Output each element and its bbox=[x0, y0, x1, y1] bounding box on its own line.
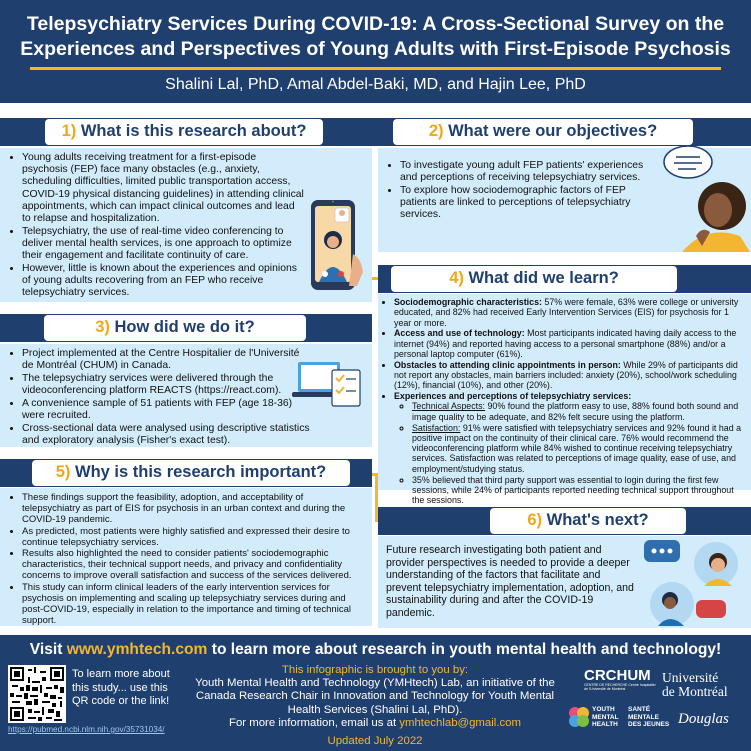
udem-logo-line2: de Montréal bbox=[662, 684, 728, 699]
woman-thinking-illustration bbox=[660, 132, 750, 252]
section-4-sub-satisfaction bbox=[412, 423, 745, 474]
smj-logo-text: SANTÉ MENTALE DES JEUNES bbox=[628, 706, 670, 728]
section-2-pill bbox=[393, 119, 693, 145]
poster-title bbox=[10, 12, 741, 62]
ymh-logo bbox=[568, 702, 668, 736]
section-1-number: 1) bbox=[61, 122, 77, 140]
qr-code[interactable] bbox=[8, 665, 66, 723]
laptop-checklist-illustration bbox=[292, 356, 362, 410]
section-4-number: 4) bbox=[449, 269, 464, 287]
section-4-sub2-label: Satisfaction: bbox=[412, 422, 461, 433]
section-3-bullet-2: • The telepsychiatry services were delivered through the videoconferencing platform REACTS (https://react.com). bbox=[22, 373, 300, 397]
credit-intro: This infographic is brought to you by: bbox=[281, 664, 469, 676]
authors: Shalini Lal, PhD, Amal Abdel-Baki, MD, and Hajin Lee, PhD bbox=[165, 76, 586, 93]
section-3-bullet-3: • A convenience sample of 51 patients with FEP (age 18-36) were recruited. bbox=[22, 398, 300, 422]
people-discussion-illustration bbox=[638, 534, 748, 628]
credit-block bbox=[180, 664, 570, 748]
section-1-bullet-1: • Young adults receiving treatment for a first-episode psychosis (FEP) face many obstacles (e.g., anxiety, scheduling difficulties, limited public transportation access, COVID-19 physical distancing guidelines) in attending clinical appointments, which can impact clinical outcomes and lead to relapse and hospitalization. bbox=[22, 152, 304, 225]
credit-contact bbox=[180, 717, 570, 730]
section-4-title: What did we learn? bbox=[468, 269, 619, 287]
section-4-b4-label: Experiences and perceptions of telepsychiatry services: bbox=[394, 391, 632, 402]
section-1-bullet-2: • Telepsychiatry, the use of real-time video conferencing to deliver mental health services, is one approach to optimize their engagement and facilitate continuity of care. bbox=[22, 226, 307, 263]
section-4-bullet-technology bbox=[394, 328, 745, 359]
section-3-bullet-1: • Project implemented at the Centre Hospitalier de l'Université de Montréal (CHUM) in Canada. bbox=[22, 348, 300, 372]
section-4-sublist bbox=[394, 401, 745, 505]
crchum-logo-sub: CENTRE DE RECHERCHE Centre hospitalier de l'Université de Montréal bbox=[584, 683, 656, 691]
section-4-b2-label: Access and use of technology: bbox=[394, 328, 525, 339]
visit-suffix: to learn more about research in youth mental health and technology! bbox=[207, 641, 722, 658]
section-4-box bbox=[378, 294, 751, 506]
visit-prefix: Visit bbox=[29, 641, 67, 658]
section-4-bullet-sociodemographic bbox=[394, 297, 745, 328]
section-1-bullet-3: • However, little is known about the experiences and opinions of young adults recovering from an FEP who receive telepsychiatry services. bbox=[22, 263, 307, 300]
visit-url-link[interactable]: www.ymhtech.com bbox=[66, 641, 208, 658]
section-2-bullet-1: • To investigate young adult FEP patients' experiences and perceptions of receiving telepsychiatry services. bbox=[400, 160, 661, 184]
section-6-title: What's next? bbox=[546, 511, 649, 529]
section-4-b3-text: While 29% of participants did not report any obstacles, main barriers included: anxiety (20%), school/work scheduling (12%), financial (10%), and other (20%). bbox=[394, 359, 738, 391]
section-4-list bbox=[382, 297, 745, 505]
section-4-sub1-label: Technical Aspects: bbox=[412, 401, 486, 412]
section-6-number: 6) bbox=[527, 511, 543, 529]
section-4-pill bbox=[391, 266, 677, 292]
title-underline bbox=[30, 67, 721, 70]
section-1-title: What is this research about? bbox=[80, 122, 307, 140]
section-5-title: Why is this research important? bbox=[75, 463, 327, 481]
section-3-number: 3) bbox=[95, 318, 110, 336]
phone-video-call-illustration bbox=[305, 198, 367, 294]
credit-contact-prefix: For more information, email us at bbox=[228, 716, 400, 729]
updated-date: Updated July 2022 bbox=[327, 735, 423, 748]
crchum-logo bbox=[584, 668, 656, 698]
section-5-box bbox=[0, 488, 372, 626]
section-4-b1-text: 57% were female, 63% were college or university educated, and 82% had received Early Intervention Services (EIS) for psychosis for 1 year or more. bbox=[394, 297, 739, 328]
crchum-logo-text: CRCHUM bbox=[584, 667, 651, 684]
section-6-text: Future research investigating both patient and provider perspectives is needed to provide a deeper understanding of the factors that facilitate and prevent telepsychiatry implementation, adoption, and sustainability during and after the COVID-19 pandemic. bbox=[386, 544, 634, 619]
section-6-pill bbox=[490, 508, 686, 534]
section-5-bullet-4: • This study can inform clinical leaders of the early intervention services for psychosis on implementing and scaling up telepsychiatry services during and post-COVID-19, especially in relation to the importance and timing of technical support. bbox=[22, 582, 364, 626]
title-line-1: Telepsychiatry Services During COVID-19: A Cross-Sectional Survey on the bbox=[26, 13, 725, 35]
section-2-list bbox=[386, 160, 661, 222]
section-4-b3-label: Obstacles to attending clinic appointments in person: bbox=[394, 359, 621, 370]
section-3-title: How did we do it? bbox=[114, 318, 255, 336]
section-2-title: What were our objectives? bbox=[448, 122, 658, 140]
credit-email-link[interactable]: ymhtechlab@gmail.com bbox=[399, 716, 521, 729]
udem-logo-line1: Université bbox=[662, 670, 719, 685]
title-line-2: Experiences and Perspectives of Young Adults with First-Episode Psychosis bbox=[20, 38, 731, 60]
section-5-bullet-3: • Results also highlighted the need to consider patients' sociodemographic characteristics, their technical support needs, and privacy and confidentiality concerns to improve overall satisfaction and success of the services delivered. bbox=[22, 548, 364, 581]
section-4-bullet-experiences bbox=[394, 391, 745, 505]
ymh-logo-text: YOUTH MENTAL HEALTH bbox=[592, 706, 619, 728]
section-4-sub1-text: 90% found the platform easy to use, 88% found both sound and image quality to be adequate, and 82% felt secure using the platform. bbox=[412, 401, 739, 422]
udem-logo bbox=[662, 671, 750, 699]
section-5-number: 5) bbox=[55, 463, 71, 481]
section-5-list bbox=[8, 492, 364, 626]
section-3-bullet-4: • Cross-sectional data were analysed using descriptive statistics and exploratory analysis (Fisher's exact test). bbox=[22, 423, 322, 447]
ymh-logo-mark-icon bbox=[568, 706, 590, 728]
qr-instruction: To learn more about this study... use this QR code or the link! bbox=[72, 668, 170, 707]
section-5-bullet-2: • As predicted, most patients were highly satisfied and expressed their desire to continue telepsychiatry services. bbox=[22, 526, 364, 548]
section-4-bullet-obstacles bbox=[394, 360, 745, 391]
section-5-bullet-1: • These findings support the feasibility, adoption, and acceptability of telepsychiatry as part of EIS for psychosis in an urban context and during the COVID-19 pandemic. bbox=[22, 492, 364, 525]
section-5-pill bbox=[32, 460, 350, 486]
section-4-sub-technical bbox=[412, 401, 745, 422]
pubmed-link[interactable]: https://pubmed.ncbi.nlm.nih.gov/35731034/ bbox=[8, 725, 165, 734]
credit-lab: Youth Mental Health and Technology (YMHtech) Lab, an initiative of the Canada Research Chair in Innovation and Technology for Youth Mental Health Services (Shalini Lal, PhD). bbox=[195, 677, 555, 716]
section-2-number: 2) bbox=[428, 122, 444, 140]
section-4-b1-label: Sociodemographic characteristics: bbox=[394, 297, 542, 307]
section-4-sub2-text: 91% were satisfied with telepsychiatry services and 92% found it had a positive impact on the continuity of their clinical care. 76% would recommend the videoconferencing platform while 84% wished to continue receiving telepsychiatry services. Satisfaction was related to perceptions of image quality, ease of use, and employment/studying status. bbox=[412, 422, 742, 474]
section-4-b2-text: Most participants indicated having daily access to the internet (94%) and reported having access to a personal smartphone (88%) and/or a personal laptop computer (61%). bbox=[394, 328, 737, 359]
section-3-pill bbox=[44, 315, 306, 341]
section-1-list bbox=[8, 152, 304, 299]
section-3-list bbox=[8, 348, 310, 447]
section-4-sub-support: ◦ 35% believed that third party support was essential to login during the first few sessions, while 24% of participants reported needing technical support throughout the sessions. bbox=[412, 475, 745, 506]
section-1-pill bbox=[45, 119, 323, 145]
douglas-logo: Douglas bbox=[678, 711, 729, 727]
visit-banner bbox=[8, 641, 743, 659]
section-2-bullet-2: • To explore how sociodemographic factors of FEP patients are linked to perceptions of telepsychiatry services. bbox=[400, 185, 661, 222]
